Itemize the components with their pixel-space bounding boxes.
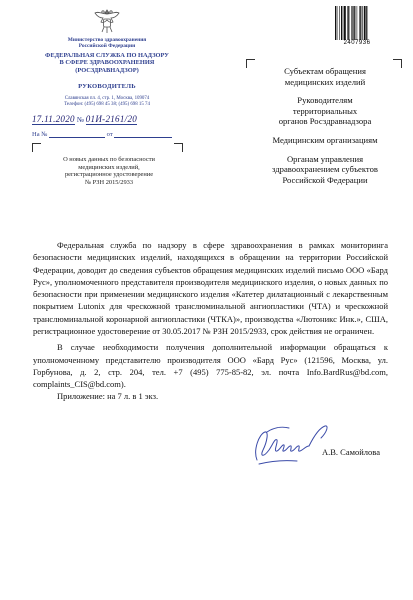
leader-title: РУКОВОДИТЕЛЬ	[78, 83, 136, 90]
barcode-bar	[344, 6, 346, 40]
subject-block	[36, 156, 182, 186]
barcode-bar	[348, 6, 349, 40]
barcode-bar	[341, 6, 342, 40]
recipient	[250, 66, 400, 87]
barcode-bar	[354, 6, 355, 40]
reference-no-label: На №	[32, 131, 48, 138]
barcode-bar	[357, 6, 358, 40]
barcode-bar	[347, 6, 348, 40]
service-line: (РОСЗДРАВНАДЗОР)	[75, 66, 139, 74]
subject-line: О новых данных по безопасности	[63, 156, 155, 163]
ministry-name	[34, 37, 180, 50]
barcode-bar	[351, 6, 352, 40]
address-block	[34, 96, 180, 108]
barcode-bar	[362, 6, 363, 40]
ministry-line: Министерство здравоохранения	[67, 37, 147, 43]
recipient-line: медицинских изделий	[284, 76, 366, 87]
coat-of-arms-emblem	[92, 6, 122, 36]
attachment-note: Приложение: на 7 л. в 1 экз.	[57, 391, 159, 401]
letter-body	[33, 239, 388, 395]
service-name	[34, 52, 180, 74]
body-paragraph: В случае необходимости получения дополнительной информации обращаться к уполномоченному представителю производителя ООО «Бард Рус» (121596, Москва, ул. Горбунова, д. 2, стр. 204, тел. +7 (495) 775-85-82, эл. почта Info.BardRus@bd.com, complaints_CIS@bd.com).	[33, 342, 388, 390]
registration-date: 17.11.2020	[32, 114, 75, 124]
reference-line	[32, 131, 172, 138]
barcode-bar	[343, 6, 344, 40]
registration-number: 01И-2161/20	[85, 114, 138, 124]
reference-from-blank	[114, 131, 172, 138]
service-line: В СФЕРЕ ЗДРАВООХРАНЕНИЯ	[59, 59, 155, 67]
recipient-line: Субъектам обращения	[284, 66, 366, 76]
subject-bracket-right	[174, 143, 183, 152]
recipients-block	[250, 66, 400, 193]
registration-line	[32, 114, 192, 125]
recipient-line: территориальных	[292, 105, 358, 116]
recipient-line: Руководителям	[297, 95, 353, 106]
subject-line: регистрационное удостоверение	[64, 171, 154, 178]
barcode-bar	[360, 6, 361, 40]
handwritten-signature	[251, 420, 333, 466]
barcode-bar	[359, 6, 360, 40]
signer-name: А.В. Самойлова	[322, 447, 380, 457]
recipient-line: Российской Федерации	[282, 174, 368, 185]
recipient-line: здравоохранением субъектов	[272, 164, 378, 175]
address-line: Телефон: (495) 698 45 38; (495) 698 15 74	[64, 101, 150, 107]
number-prefix: №	[76, 115, 84, 124]
barcode-number: 2407936	[343, 40, 371, 46]
subject-bracket-left	[32, 143, 41, 152]
barcode-bar	[337, 6, 338, 40]
address-line: Славянская пл. 4, стр. 1, Москва, 109074	[64, 96, 150, 101]
ministry-line: Российской Федерации	[78, 43, 136, 50]
subject-line: медицинских изделий,	[78, 163, 140, 171]
subject-line: № РЗН 2015/2933	[84, 178, 134, 186]
barcode-bar	[364, 6, 366, 40]
barcode-bar	[352, 6, 353, 40]
body-paragraph: Федеральная служба по надзору в сфере здравоохранения в рамках мониторинга безопасности медицинских изделий, находящихся в обращении на территории Российской Федерации, доводит до сведения субъектов обращения медицинских изделий письмо ООО «Бард Рус», уполномоченного представителя производителя медицинского изделия, о новых данных по безопасности при применении медицинского изделия «Катетер дилатационный с лекарственным покрытием Lutonix для чрескожной транслюминальной ангиопластики (ЧТА) и чрескожной транслюминальной коронарной ангиопластики (ЧТКА)», производства «Лютоникс Инк.», США, регистрационное удостоверение от 30.05.2017 № РЗН 2015/2933, срок действия не ограничен.	[33, 240, 388, 337]
reference-no-blank	[49, 131, 105, 138]
barcode-bar	[335, 6, 336, 40]
recipient-line: органов Росздравнадзора	[278, 116, 372, 127]
recipient	[250, 154, 400, 186]
barcode	[334, 6, 380, 40]
barcode-bar	[339, 6, 340, 40]
reference-from-label: от	[106, 131, 113, 138]
recipient-line: Медицинским организациям	[272, 134, 378, 145]
recipient-line: Органам управления	[286, 153, 364, 164]
recipient	[250, 135, 400, 146]
barcode-bar	[366, 6, 367, 40]
service-line: ФЕДЕРАЛЬНАЯ СЛУЖБА ПО НАДЗОРУ	[45, 52, 169, 59]
recipient	[250, 95, 400, 127]
